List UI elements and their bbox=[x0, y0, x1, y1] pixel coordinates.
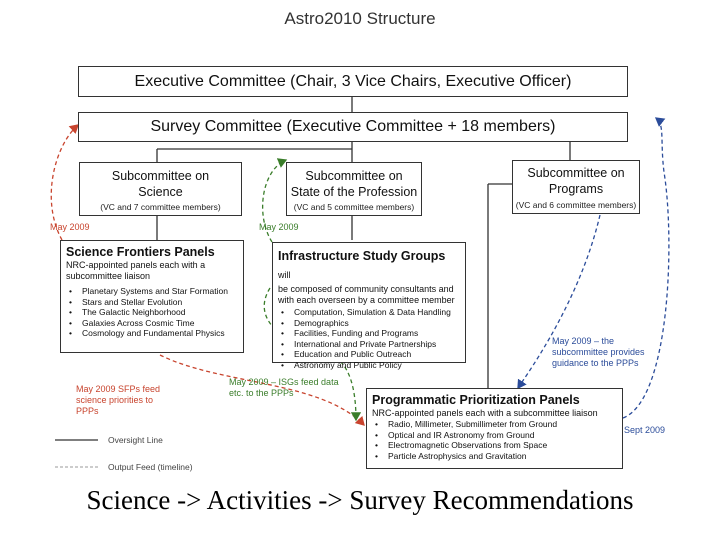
list-item: • Radio, Millimeter, Submillimeter from Ground bbox=[372, 419, 617, 430]
annotation-line: science priorities to bbox=[76, 395, 154, 405]
survey-committee-box bbox=[78, 112, 628, 142]
list-item: • Optical and IR Astronomy from Ground bbox=[372, 430, 617, 441]
executive-committee-label: Executive Committee (Chair, 3 Vice Chairs, Executive Officer) bbox=[134, 73, 572, 90]
list-item: • Electromagnetic Observations from Space bbox=[372, 440, 617, 451]
science-frontiers-title: Science Frontiers Panels bbox=[66, 245, 215, 259]
legend-oversight-label: Oversight Line bbox=[108, 435, 163, 445]
annotation-line: May 2009 SFPs feed bbox=[76, 384, 161, 394]
list-item: • Education and Public Outreach bbox=[278, 349, 460, 360]
programmatic-desc: NRC-appointed panels each with a subcommittee liaison bbox=[372, 408, 598, 418]
list-item: • International and Private Partnerships bbox=[278, 339, 460, 350]
list-item: • Demographics bbox=[278, 318, 460, 329]
annotation-line: subcommittee provides bbox=[552, 347, 645, 357]
list-item: • Particle Astrophysics and Gravitation bbox=[372, 451, 617, 462]
subcommittee-programs-line1: Subcommittee on bbox=[527, 166, 625, 180]
programmatic-title: Programmatic Prioritization Panels bbox=[372, 393, 580, 407]
subcommittee-science-line2: Science bbox=[138, 185, 183, 199]
subcommittee-science-note: (VC and 7 committee members) bbox=[100, 202, 221, 212]
list-item: • Galaxies Across Cosmic Time bbox=[66, 318, 238, 329]
subcommittee-profession-line1: Subcommittee on bbox=[305, 169, 403, 183]
annotation-line: May 2009 – the bbox=[552, 336, 615, 346]
survey-committee-label: Survey Committee (Executive Committee + 18 members) bbox=[150, 118, 556, 135]
subcommittee-programs-note: (VC and 6 committee members) bbox=[515, 200, 637, 210]
annotation-line: PPPs bbox=[76, 406, 99, 416]
annotation-isg-feed bbox=[229, 377, 339, 399]
infrastructure-title: Infrastructure Study Groups bbox=[278, 249, 446, 263]
subcommittee-science-box bbox=[79, 162, 242, 216]
infrastructure-list bbox=[278, 307, 460, 371]
annotation-guidance bbox=[552, 336, 645, 369]
infrastructure-study-groups-box bbox=[272, 242, 466, 370]
subcommittee-programs-line2: Programs bbox=[548, 182, 604, 196]
list-item: • Cosmology and Fundamental Physics bbox=[66, 328, 238, 339]
subcommittee-programs-box bbox=[512, 160, 640, 214]
slide-caption: Science -> Activities -> Survey Recommendations bbox=[86, 485, 634, 515]
legend-output-label: Output Feed (timeline) bbox=[108, 462, 193, 472]
list-item: • Facilities, Funding and Programs bbox=[278, 328, 460, 339]
annotation-line: guidance to the PPPs bbox=[552, 358, 639, 368]
subcommittee-profession-line2: State of the Profession bbox=[290, 185, 418, 199]
programmatic-prioritization-box bbox=[366, 388, 623, 469]
subcommittee-science-line1: Subcommittee on bbox=[111, 169, 210, 183]
annotation-line: etc. to the PPPs bbox=[229, 388, 294, 398]
programmatic-list bbox=[372, 419, 617, 461]
subcommittee-profession-note: (VC and 5 committee members) bbox=[293, 202, 415, 212]
list-item: • Stars and Stellar Evolution bbox=[66, 297, 238, 308]
subcommittee-profession-box bbox=[286, 162, 422, 216]
annotation-may2009-mid: May 2009 bbox=[259, 222, 299, 232]
infrastructure-desc: be composed of community consultants and with each overseen by a committee member bbox=[278, 284, 455, 305]
list-item: • Astronomy and Public Policy bbox=[278, 360, 460, 371]
science-frontiers-desc: NRC-appointed panels each with a subcommittee liaison bbox=[66, 260, 206, 281]
annotation-line: May 2009 – ISGs feed data bbox=[229, 377, 339, 387]
science-frontiers-list bbox=[66, 286, 238, 339]
annotation-sfp-feed bbox=[76, 384, 160, 417]
annotation-sept2009: Sept 2009 bbox=[624, 425, 666, 435]
diagram-title: Astro2010 Structure bbox=[284, 9, 436, 28]
science-frontiers-panels-box bbox=[60, 240, 244, 353]
infrastructure-desc-inline: will bbox=[278, 270, 291, 280]
list-item: • Planetary Systems and Star Formation bbox=[66, 286, 238, 297]
annotation-may2009-left: May 2009 bbox=[50, 222, 90, 232]
list-item: • Computation, Simulation & Data Handling bbox=[278, 307, 460, 318]
executive-committee-box bbox=[78, 66, 628, 97]
list-item: • The Galactic Neighborhood bbox=[66, 307, 238, 318]
